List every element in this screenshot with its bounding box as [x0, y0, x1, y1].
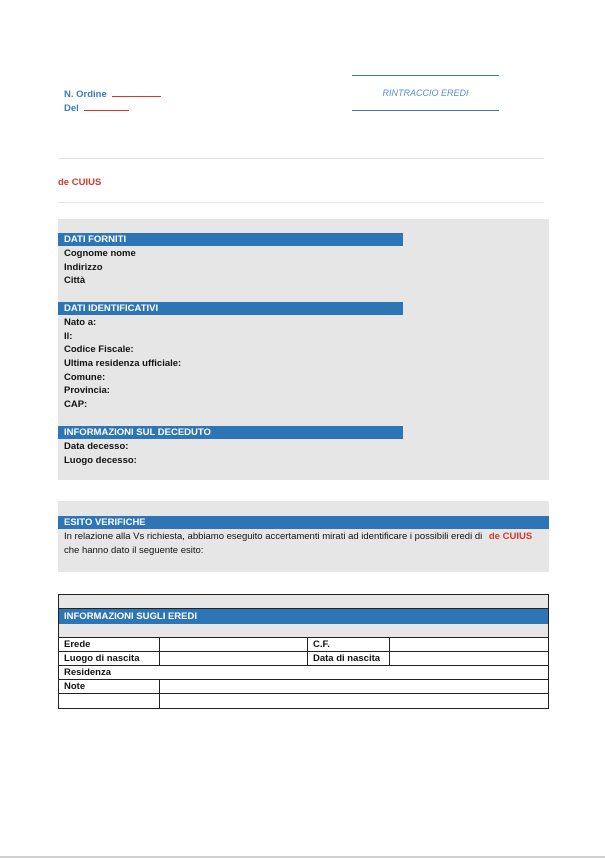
luogo-nascita-value[interactable]	[159, 652, 307, 665]
esito-decuius-1: de	[488, 531, 500, 542]
decuius-label: de CUIUS	[58, 177, 102, 188]
cf-value[interactable]	[389, 638, 548, 651]
esito-text-part1: In relazione alla Vs richiesta, abbiamo eseguito accertamenti mirati ad identificare i possibili eredi di	[64, 531, 483, 542]
eredi-row-empty	[59, 694, 548, 708]
dati-forniti-header: DATI FORNITI	[58, 233, 403, 246]
order-number-label: N. Ordine	[64, 89, 107, 100]
eredi-row-residenza	[59, 666, 548, 680]
luogo-nascita-label: Luogo di nascita	[64, 653, 140, 664]
field-cognome-nome: Cognome nome	[64, 248, 136, 259]
esito-header: ESITO VERIFICHE	[58, 516, 549, 529]
field-codice-fiscale: Codice Fiscale:	[64, 344, 134, 356]
order-date-row	[64, 101, 129, 114]
data-nascita-value[interactable]	[389, 652, 548, 665]
dati-forniti-fields	[64, 247, 136, 288]
service-title: RINTRACCIO EREDI	[352, 75, 499, 111]
field-citta: Città	[64, 275, 86, 287]
informazioni-deceduto-header: INFORMAZIONI SUL DECEDUTO	[58, 426, 403, 439]
divider-bottom	[58, 202, 544, 203]
field-comune: Comune:	[64, 371, 106, 383]
dati-identificativi-header: DATI IDENTIFICATIVI	[58, 302, 403, 315]
order-date-label: Del	[64, 103, 79, 114]
eredi-header-row	[59, 609, 548, 624]
eredi-header: INFORMAZIONI SUGLI EREDI	[64, 611, 197, 622]
residenza-label: Residenza	[64, 667, 111, 678]
eredi-table	[58, 594, 549, 709]
field-cap: CAP:	[64, 399, 88, 411]
erede-label: Erede	[64, 639, 91, 650]
data-nascita-label: Data di nascita	[307, 652, 389, 665]
eredi-row-nascita	[59, 652, 548, 666]
eredi-gray-spacer	[59, 624, 548, 638]
informazioni-deceduto-fields	[64, 440, 137, 467]
esito-decuius-2: CUIUS	[502, 531, 533, 542]
field-indirizzo: Indirizzo	[64, 261, 103, 273]
erede-value[interactable]	[159, 638, 307, 651]
divider-top	[58, 158, 544, 159]
eredi-top-spacer	[59, 595, 548, 609]
esito-text-part2: che hanno dato il seguente esito:	[64, 545, 204, 556]
dati-identificativi-fields	[64, 316, 181, 412]
field-provincia: Provincia:	[64, 385, 110, 397]
field-luogo-decesso: Luogo decesso:	[64, 454, 137, 466]
order-date-field[interactable]	[84, 101, 129, 111]
cf-label: C.F.	[307, 638, 389, 651]
empty-value-cell[interactable]	[159, 694, 548, 708]
empty-label-cell	[59, 694, 159, 708]
note-value[interactable]	[159, 680, 548, 693]
eredi-row-erede	[59, 638, 548, 652]
order-number-row	[64, 87, 161, 100]
field-il: Il:	[64, 330, 73, 342]
field-data-decesso: Data decesso:	[64, 441, 129, 452]
esito-text	[64, 530, 544, 558]
field-ultima-residenza: Ultima residenza ufficiale:	[64, 358, 182, 370]
field-nato-a: Nato a:	[64, 317, 97, 328]
note-label: Note	[64, 681, 86, 692]
order-number-field[interactable]	[112, 87, 161, 97]
eredi-row-note	[59, 680, 548, 694]
